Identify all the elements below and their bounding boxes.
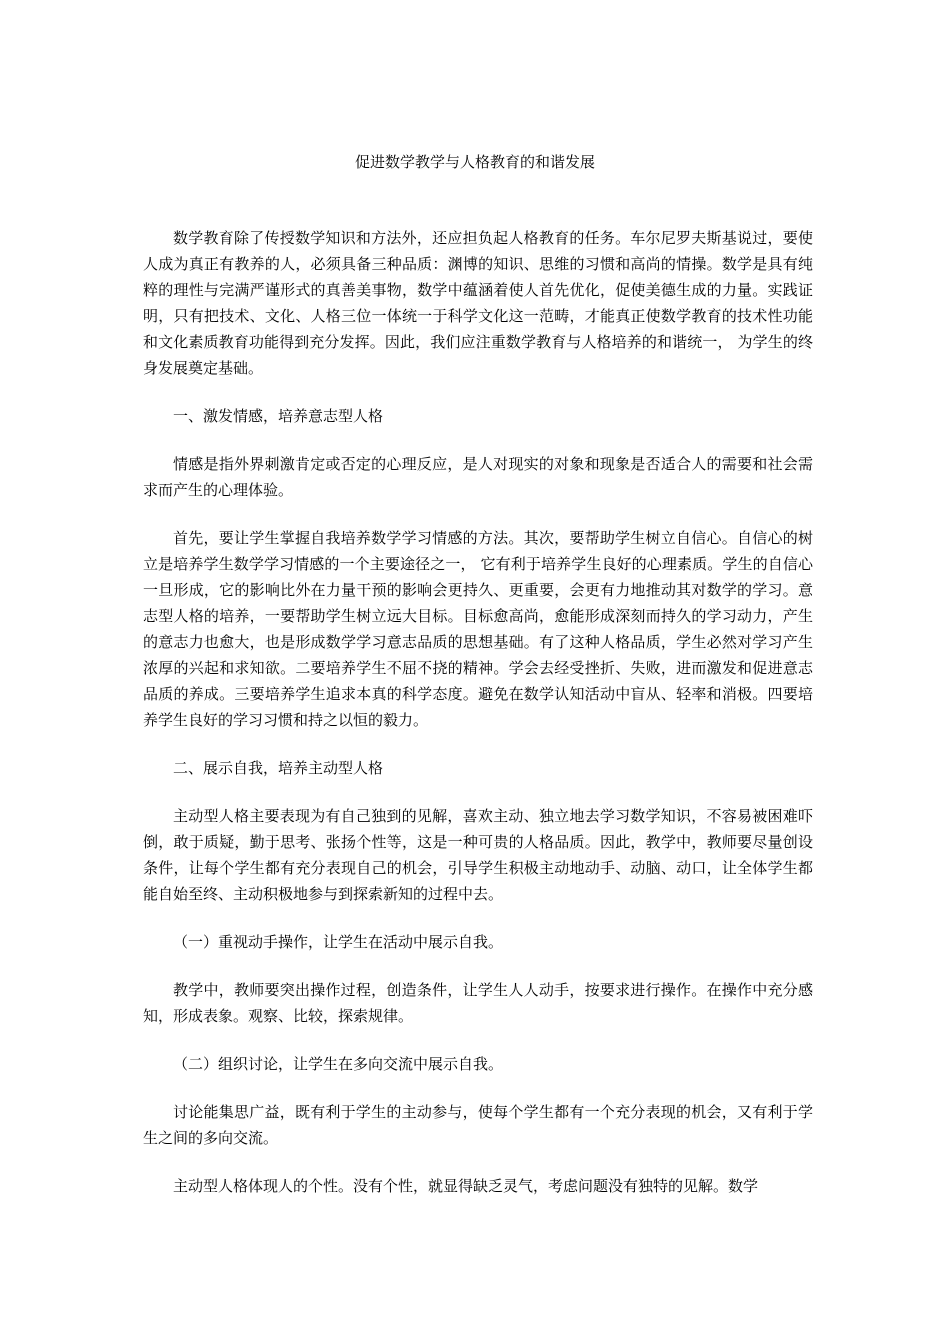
paragraph-discussion: 讨论能集思广益，既有利于学生的主动参与，使每个学生都有一个充分表现的机会，又有利于学生之间的多向交流。 xyxy=(143,1103,813,1147)
paragraph-individuality: 主动型人格体现人的个性。没有个性，就显得缺乏灵气，考虑问题没有独特的见解。数学 xyxy=(173,1177,759,1195)
subsection-heading-2: （二）组织讨论，让学生在多向交流中展示自我。 xyxy=(173,1055,504,1073)
paragraph-hands-on: 教学中，教师要突出操作过程，创造条件，让学生人人动手，按要求进行操作。在操作中充分感知，形成表象。观察、比较，探索规律。 xyxy=(143,981,813,1025)
section-heading-2: 二、展示自我，培养主动型人格 xyxy=(173,759,384,777)
paragraph-confidence: 首先，要让学生掌握自我培养数学学习情感的方法。其次，要帮助学生树立自信心。自信心的树立是培养学生数学学习情感的一个主要途径之一， 它有利于培养学生良好的心理素质。学生的自信心一旦形成，它的影响比外在力量干预的影响会更持久、更重要，会更有力地推动其对数学的学习。意志型人格的培养，一要帮助学生树立远大目标。目标愈高尚，愈能形成深刻而持久的学习动力，产生的意志力也愈大，也是形成数学学习意志品质的思想基础。有了这种人格品质，学生必然对学习产生浓厚的兴起和求知欲。二要培养学生不屈不挠的精神。学会去经受挫折、失败，进而激发和促进意志品质的养成。三要培养学生追求本真的科学态度。避免在数学认知活动中盲从、轻率和消极。四要培养学生良好的学习习惯和持之以恒的毅力。 xyxy=(143,529,813,729)
document-title: 促进数学教学与人格教育的和谐发展 xyxy=(354,153,595,171)
section-heading-1: 一、激发情感，培养意志型人格 xyxy=(173,407,384,425)
document-body xyxy=(143,225,813,1221)
intro-paragraph: 数学教育除了传授数学知识和方法外，还应担负起人格教育的任务。车尔尼罗夫斯基说过，要使人成为真正有教养的人，必须具备三种品质：渊博的知识、思维的习惯和高尚的情操。数学是具有纯粹的理性与完满严谨形式的真善美事物，数学中蕴涵着使人首先优化，促使美德生成的力量。实践证明，只有把技术、文化、人格三位一体统一于科学文化这一范畴，才能真正使数学教育的技术性功能和文化素质教育功能得到充分发挥。因此，我们应注重数学教育与人格培养的和谐统一， 为学生的终身发展奠定基础。 xyxy=(143,229,813,377)
paragraph-active-personality: 主动型人格主要表现为有自己独到的见解，喜欢主动、独立地去学习数学知识，不容易被困难吓倒，敢于质疑，勤于思考、张扬个性等，这是一种可贵的人格品质。因此，教学中，教师要尽量创设条件，让每个学生都有充分表现自己的机会，引导学生积极主动地动手、动脑、动口，让全体学生都能自始至终、主动积极地参与到探索新知的过程中去。 xyxy=(143,807,813,903)
subsection-heading-1: （一）重视动手操作，让学生在活动中展示自我。 xyxy=(173,933,504,951)
paragraph-emotion-definition: 情感是指外界刺激肯定或否定的心理反应，是人对现实的对象和现象是否适合人的需要和社会需求而产生的心理体验。 xyxy=(143,455,813,499)
